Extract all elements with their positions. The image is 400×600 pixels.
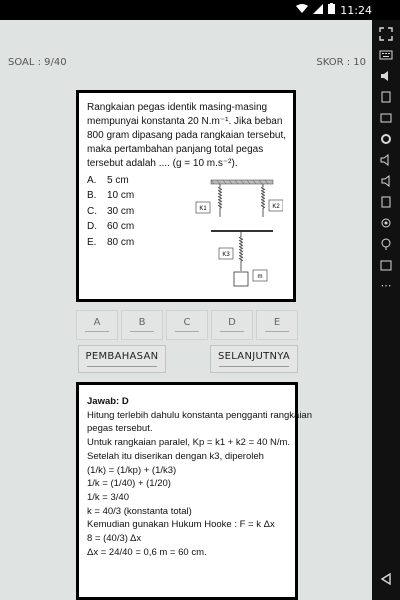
ceiling-support <box>211 180 273 184</box>
quiz-screen <box>0 20 372 600</box>
option-item: A. 5 cm <box>87 174 129 186</box>
emulator-toolbar <box>372 20 400 600</box>
mass-label: m <box>257 274 263 280</box>
solution-line: k = 40/3 (konstanta total) <box>87 505 192 517</box>
screen-icon[interactable] <box>379 111 393 125</box>
solution-line: Setelah itu diserikan dengan k3, diperoleh <box>87 450 264 462</box>
spring-k1 <box>219 184 222 217</box>
k1-label: K1 <box>199 206 207 212</box>
solution-line: 1/k = 3/40 <box>87 491 129 503</box>
answer-b-button[interactable]: B <box>121 310 163 340</box>
answer-d-button[interactable]: D <box>211 310 253 340</box>
camera-icon[interactable] <box>379 216 393 230</box>
solution-line: 8 = (40/3) Δx <box>87 533 142 545</box>
question-counter: SOAL : 9/40 <box>8 57 67 68</box>
answer-e-button[interactable]: E <box>256 310 298 340</box>
more-icon[interactable]: ⋯ <box>380 279 392 292</box>
option-item: D. 60 cm <box>87 221 135 233</box>
volume-icon[interactable] <box>379 69 393 83</box>
solution-line: Hitung terlebih dahulu konstanta pengganti rangkaian <box>87 409 312 421</box>
answer-a-button[interactable]: A <box>76 310 118 340</box>
mass-block <box>234 272 248 286</box>
solution-line: Kemudian gunakan Hukum Hooke : F = k Δx <box>87 519 275 531</box>
next-button[interactable]: SELANJUTNYA <box>210 345 298 373</box>
answer-buttons <box>76 310 298 340</box>
status-bar <box>0 0 400 20</box>
k3-label: K3 <box>222 252 230 258</box>
solution-line: (1/k) = (1/kp) + (1/k3) <box>87 464 177 476</box>
option-item: E. 80 cm <box>87 236 135 248</box>
option-item: C. 30 cm <box>87 205 135 217</box>
option-item: B. 10 cm <box>87 190 135 202</box>
k2-label: K2 <box>272 204 280 210</box>
solution-line: pegas tersebut. <box>87 423 153 435</box>
location-icon[interactable] <box>379 237 393 251</box>
question-card <box>76 90 296 302</box>
question-text: Rangkaian pegas identik masing-masing mempunyai konstanta 20 N.m⁻¹. Jika beban 800 gram dipasang pada rangkaian tersebut, maka pertambahan panjang total pegas tersebut adalah .... (g = 10 m.s⁻²). <box>87 102 287 169</box>
spring-k2 <box>262 184 265 217</box>
spring-k3 <box>240 232 243 271</box>
solution-line: 1/k = (1/40) + (1/20) <box>87 478 171 490</box>
connecting-bar <box>211 230 273 232</box>
fullscreen-icon[interactable] <box>379 27 393 41</box>
keyboard-icon[interactable] <box>379 48 393 62</box>
rotate-icon[interactable] <box>379 90 393 104</box>
volume-down-icon[interactable] <box>379 174 393 188</box>
discussion-button[interactable]: PEMBAHASAN <box>78 345 166 373</box>
signal-icon <box>313 4 323 17</box>
back-icon[interactable] <box>379 571 393 590</box>
settings-icon[interactable] <box>379 132 393 146</box>
solution-title: Jawab: D <box>87 396 129 407</box>
spring-diagram <box>183 177 283 297</box>
score-label: SKOR : 10 <box>316 57 366 68</box>
copy-icon[interactable] <box>379 195 393 209</box>
solution-card <box>76 382 312 600</box>
folder-icon[interactable] <box>379 258 393 272</box>
answer-c-button[interactable]: C <box>166 310 208 340</box>
wifi-icon <box>296 4 308 17</box>
solution-line: Δx = 24/40 = 0,6 m = 60 cm. <box>87 546 207 558</box>
volume-up-icon[interactable] <box>379 153 393 167</box>
clock: 11:24 <box>340 3 372 17</box>
solution-line: Untuk rangkaian paralel, Kp = k1 + k2 = 40 N/m. <box>87 437 291 449</box>
battery-icon <box>328 3 335 17</box>
